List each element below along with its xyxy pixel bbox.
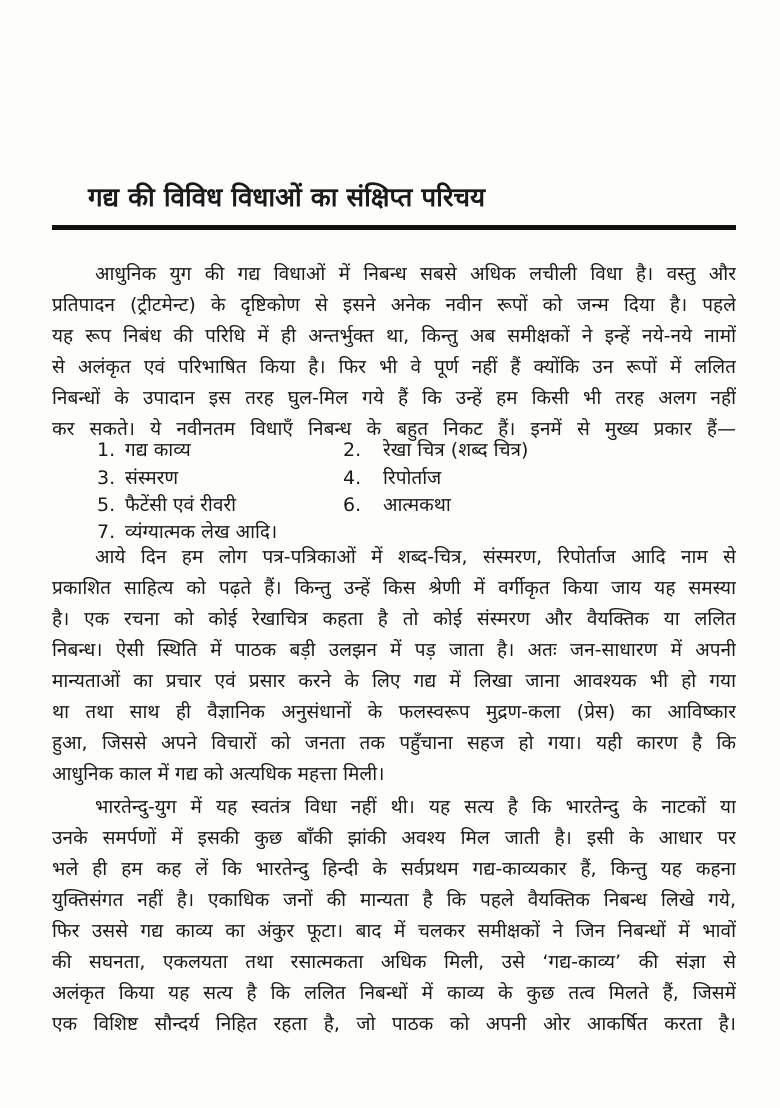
list-item-number: 5. [97,494,116,516]
list-item [343,438,528,462]
paragraph-3-line: एक विशिष्ट सौन्दर्य निहित रहता है, जो पाठक को अपनी ओर आकर्षित करता है। [52,1013,736,1035]
list-item-number: 4. [343,467,362,489]
list-item-number: 3. [97,467,116,489]
list-item [97,438,191,462]
list-item [343,493,451,517]
list-item [97,493,236,517]
paragraph-2-line: है। एक रचना को कोई रेखाचित्र कहता है तो कोई संस्मरण और वैयक्तिक या ललित [52,608,736,630]
list-item-text: आत्मकथा [383,494,451,516]
list-item-number: 6. [343,494,362,516]
paragraph-2-line: मान्यताओं का प्रचार एवं प्रसार करने के लिए गद्य में लिखा जाना आवश्यक भी हो गया [52,670,736,692]
list-item-number: 7. [97,521,116,543]
list-item-text: रिपोर्ताज [383,467,442,489]
list-item-text: फैटेंसी एवं रीवरी [125,494,237,516]
paragraph-1-line: आधुनिक युग की गद्य विधाओं में निबन्ध सबसे अधिक लचीली विधा है। वस्तु और [95,263,736,285]
paragraph-1-line: निबन्धों के उपादान इस तरह घुल-मिल गये हैं कि उन्हें हम किसी भी तरह अलग नहीं [52,387,736,409]
list-item-text: गद्य काव्य [125,439,191,461]
list-item-text: संस्मरण [125,467,179,489]
paragraph-3-line: भारतेन्दु-युग में यह स्वतंत्र विधा नहीं थी। यह सत्य है कि भारतेन्दु के नाटकों या [95,796,736,818]
paragraph-1-line: से अलंकृत एवं परिभाषित किया है। फिर भी वे पूर्ण नहीं हैं क्योंकि उन रूपों में ललित [52,356,736,378]
list-item-text: व्यंग्यात्मक लेख आदि। [125,521,278,543]
paragraph-3-line: फिर उससे गद्य काव्य का अंकुर फूटा। बाद में चलकर समीक्षकों ने जिन निबन्धों में भावों [52,920,736,942]
paragraph-3-line: अलंकृत किया यह सत्य है कि ललित निबन्धों में काव्य के कुछ तत्व मिलते हैं, जिसमें [52,982,736,1004]
page-title: गद्य की विविध विधाओं का संक्षिप्त परिचय [88,183,486,213]
paragraph-3-line: उनके समर्पणों में इसकी कुछ बाँकी झांकी अवश्य मिल जाती है। इसी के आधार पर [52,827,736,849]
paragraph-3-line: युक्तिसंगत नहीं है। एकाधिक जनों की मान्यता है कि पहले वैयक्तिक निबन्ध लिखे गये, [52,889,736,911]
list-item-number: 2. [343,439,362,461]
paragraph-2-line: था तथा साथ ही वैज्ञानिक अनुसंधानों के फलस्वरूप मुद्रण-कला (प्रेस) का आविष्कार [52,701,736,723]
paragraph-2-line: आधुनिक काल में गद्य को अत्यधिक महत्ता मिली। [52,763,385,785]
paragraph-1-line: प्रतिपादन (ट्रीटमेन्ट) के दृष्टिकोण से इसने अनेक नवीन रूपों को जन्म दिया है। पहले [52,294,736,316]
list-item [97,520,277,544]
paragraph-1-line: कर सकते। ये नवीनतम विधाएँ निबन्ध के बहुत निकट हैं। इनमें से मुख्य प्रकार हैं— [52,418,736,440]
paragraph-2-line: निबन्ध। ऐसी स्थिति में पाठक बड़ी उलझन में पड़ जाता है। अतः जन-साधारण में अपनी [52,639,736,661]
list-item [97,466,178,490]
list-item-number: 1. [97,439,116,461]
paragraph-3-line: भले ही हम कह लें कि भारतेन्दु हिन्दी के सर्वप्रथम गद्य-काव्यकार हैं, किन्तु यह कहना [52,858,736,880]
paragraph-3-line: की सघनता, एकलयता तथा रसात्मकता अधिक मिली, उसे ‘गद्य-काव्य’ की संज्ञा से [52,951,736,973]
paragraph-2-line: हुआ, जिससे अपने विचारों को जनता तक पहुँचाना सहज हो गया। यही कारण है कि [52,732,736,754]
paragraph-2-line: प्रकाशित साहित्य को पढ़ते हैं। किन्तु उन्हें किस श्रेणी में वर्गीकृत किया जाय यह समस्या [52,577,736,599]
paragraph-2-line: आये दिन हम लोग पत्र-पत्रिकाओं में शब्द-चित्र, संस्मरण, रिपोर्ताज आदि नाम से [95,546,736,568]
paragraph-1-line: यह रूप निबंध की परिधि में ही अन्तर्भुक्त था, किन्तु अब समीक्षकों ने इन्हें नये-नये नामों [52,325,736,347]
list-item [343,466,441,490]
list-item-text: रेखा चित्र (शब्द चित्र) [383,439,529,461]
title-underline-divider [52,225,736,230]
